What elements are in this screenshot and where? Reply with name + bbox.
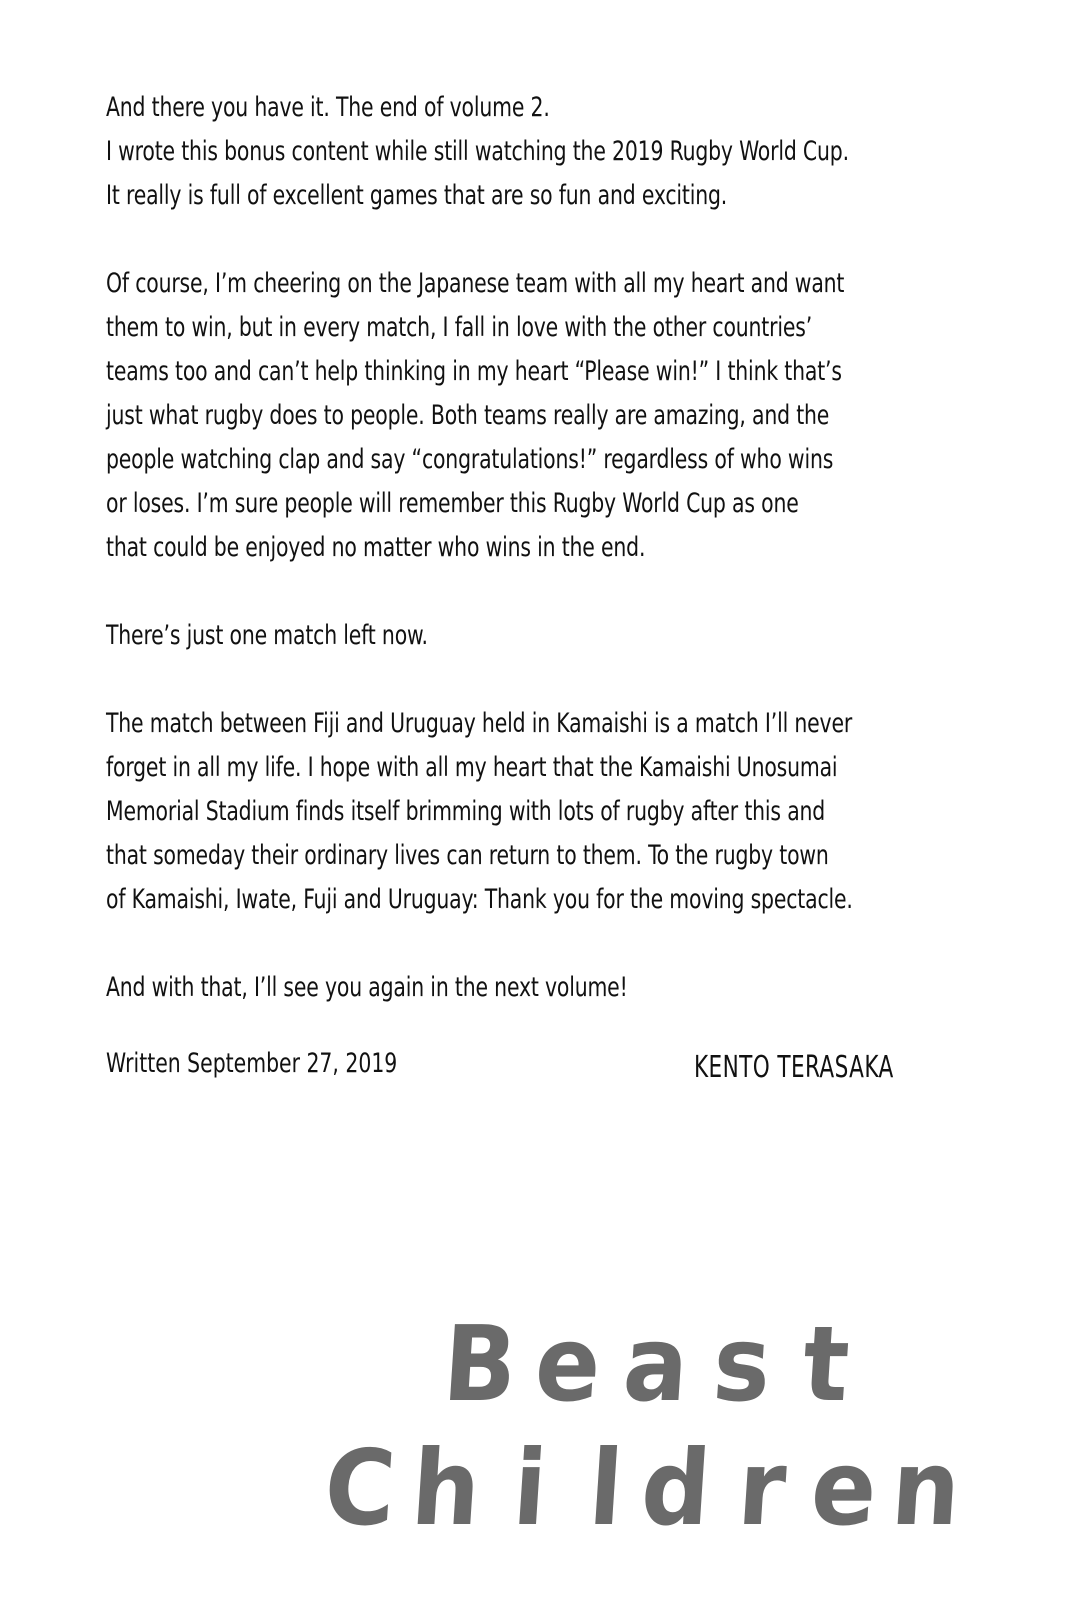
- logo-letter: B: [439, 1303, 521, 1425]
- written-date: Written September 27, 2019: [106, 1048, 398, 1079]
- afterword-letter: [106, 86, 906, 1054]
- paragraph-1: [106, 86, 906, 218]
- text-line: that someday their ordinary lives can return to them. To the rugby town: [106, 840, 829, 871]
- text-line: And with that, I’ll see you again in the next volume!: [106, 972, 628, 1003]
- logo-letter: l: [585, 1427, 627, 1549]
- text-line: just what rugby does to people. Both teams really are amazing, and the: [106, 400, 830, 431]
- text-line: of Kamaishi, Iwate, Fuji and Uruguay: Thank you for the moving spectacle.: [106, 884, 853, 915]
- paragraph-2: [106, 262, 906, 570]
- text-line: I wrote this bonus content while still watching the 2019 Rugby World Cup.: [106, 136, 849, 167]
- text-line: them to win, but in every match, I fall in love with the other countries’: [106, 312, 813, 343]
- logo-letter: h: [408, 1427, 484, 1549]
- logo-letter: r: [734, 1427, 790, 1549]
- text-line: The match between Fiji and Uruguay held in Kamaishi is a match I’ll never: [106, 708, 853, 739]
- logo-letter: t: [799, 1303, 853, 1425]
- logo-letter: e: [807, 1427, 881, 1549]
- signoff: [106, 1042, 966, 1092]
- paragraph-4: [106, 702, 906, 922]
- text-line: Memorial Stadium finds itself brimming with lots of rugby after this and: [106, 796, 826, 827]
- logo-letter: a: [619, 1303, 693, 1425]
- text-line: Of course, I’m cheering on the Japanese team with all my heart and want: [106, 268, 845, 299]
- logo-letter: e: [531, 1303, 605, 1425]
- paragraph-3: [106, 614, 906, 658]
- text-line: There’s just one match left now.: [106, 620, 428, 651]
- paragraph-5: [106, 966, 906, 1010]
- text-line: teams too and can’t help thinking in my heart “Please win!” I think that’s: [106, 356, 842, 387]
- logo-letter: C: [320, 1427, 400, 1549]
- logo-letter: i: [509, 1427, 551, 1549]
- text-line: that could be enjoyed no matter who wins in the end.: [106, 532, 646, 563]
- author-name: KENTO TERASAKA: [694, 1050, 894, 1085]
- text-line: or loses. I’m sure people will remember this Rugby World Cup as one: [106, 488, 799, 519]
- logo-letter: s: [709, 1303, 775, 1425]
- text-line: people watching clap and say “congratulations!” regardless of who wins: [106, 444, 834, 475]
- logo-letter: n: [888, 1427, 964, 1549]
- text-line: forget in all my life. I hope with all my heart that the Kamaishi Unosumai: [106, 752, 838, 783]
- text-line: It really is full of excellent games that are so fun and exciting.: [106, 180, 728, 211]
- text-line: And there you have it. The end of volume 2.: [106, 92, 550, 123]
- logo-letter: d: [637, 1427, 715, 1549]
